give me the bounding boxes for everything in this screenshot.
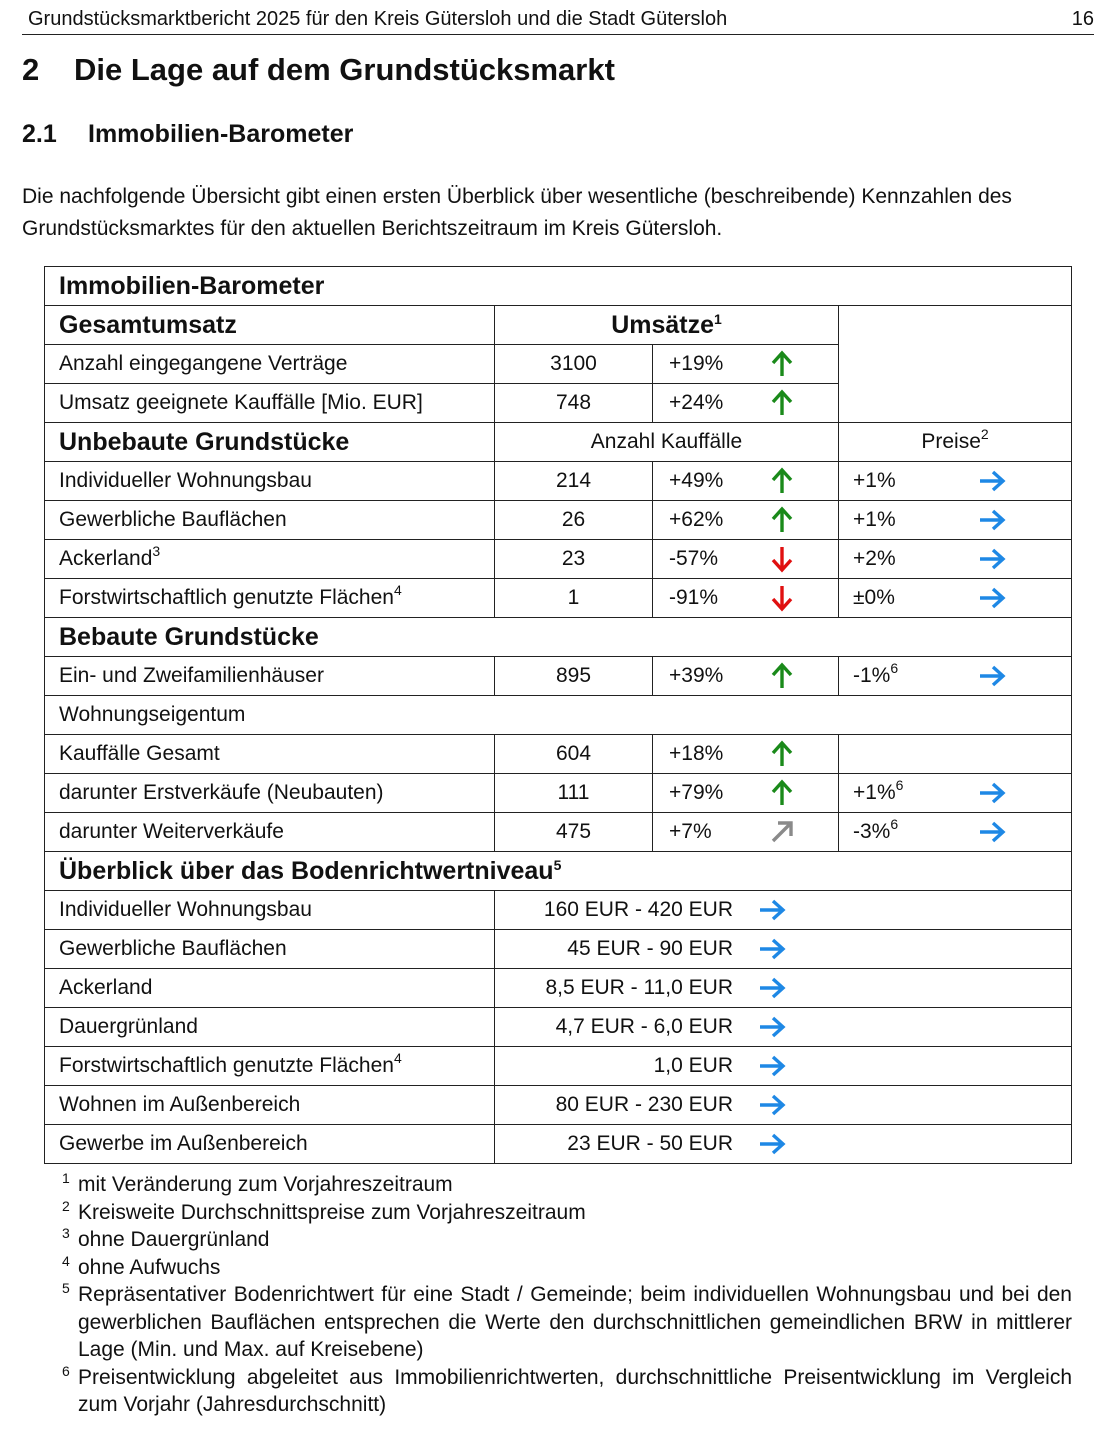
section-title: Gesamtumsatz xyxy=(45,306,495,345)
label-text: darunter Erstverkäufe (Neubauten) xyxy=(59,781,384,804)
footnote-ref: 4 xyxy=(393,582,402,598)
intro-paragraph: Die nachfolgende Übersicht gibt einen ersten Überblick über wesentliche (beschreibende) Kennzahlen des Grundstücksmarktes für den aktuellen Berichtszeitraum im Kreis Gütersloh. xyxy=(22,185,1012,240)
section-heading xyxy=(22,120,353,149)
table-row xyxy=(45,501,1072,540)
label-text: Ackerland xyxy=(59,547,153,570)
subsection-title: Wohnungseigentum xyxy=(45,696,1072,735)
label-text: Forstwirtschaftlich genutzte Flächen xyxy=(59,1054,394,1077)
footnote xyxy=(62,1226,1072,1254)
barometer-table xyxy=(44,266,1072,1164)
price-value: -3% xyxy=(853,820,891,843)
row-label xyxy=(45,735,495,774)
count-cell: 111 xyxy=(495,774,653,813)
right-arrow-icon xyxy=(757,1129,787,1159)
table-row xyxy=(45,579,1072,618)
right-arrow-icon xyxy=(977,544,1007,574)
row-label xyxy=(45,891,495,930)
column-header-preise xyxy=(839,423,1072,462)
table-row xyxy=(45,930,1072,969)
label-text: Ackerland xyxy=(59,976,153,999)
change-cell xyxy=(653,384,839,423)
row-label xyxy=(45,657,495,696)
table-row xyxy=(45,1125,1072,1164)
change-cell xyxy=(653,501,839,540)
label-text: Dauergrünland xyxy=(59,1015,198,1038)
section-title: Immobilien-Barometer xyxy=(88,120,354,148)
section-title-text: Überblick über das Bodenrichtwertniveau xyxy=(59,856,554,885)
footnote xyxy=(62,1281,1072,1364)
count-cell: 1 xyxy=(495,579,653,618)
label-text: Gewerbliche Bauflächen xyxy=(59,508,287,531)
change-value: +62% xyxy=(669,508,724,531)
row-label xyxy=(45,384,495,423)
table-row xyxy=(45,1008,1072,1047)
table-row xyxy=(45,969,1072,1008)
right-arrow-icon xyxy=(757,973,787,1003)
up-arrow-icon xyxy=(767,778,797,808)
price-cell xyxy=(839,579,1072,618)
price-value: +2% xyxy=(853,547,896,570)
table-title: Immobilien-Barometer xyxy=(45,267,1072,306)
label-text: Gewerbliche Bauflächen xyxy=(59,937,287,960)
change-cell xyxy=(653,540,839,579)
count-cell: 748 xyxy=(495,384,653,423)
chapter-title: Die Lage auf dem Grundstücksmarkt xyxy=(74,52,615,87)
footnote-ref: 1 xyxy=(714,310,722,327)
price-value: +1% xyxy=(853,508,896,531)
label-text: Wohnen im Außenbereich xyxy=(59,1093,301,1116)
footnote-text: ohne Dauergrünland xyxy=(78,1228,270,1251)
diagonal-up-arrow-icon xyxy=(767,817,797,847)
label-text: Ein- und Zweifamilienhäuser xyxy=(59,664,324,687)
change-cell xyxy=(653,579,839,618)
price-value: -1% xyxy=(853,664,891,687)
right-arrow-icon xyxy=(977,505,1007,535)
footnote-ref: 3 xyxy=(152,543,161,559)
change-cell xyxy=(653,462,839,501)
right-arrow-icon xyxy=(977,466,1007,496)
footnote-ref: 6 xyxy=(895,777,904,793)
row-label xyxy=(45,462,495,501)
page-number: 16 xyxy=(1071,8,1094,30)
chapter-number: 2 xyxy=(22,52,40,87)
section-number: 2.1 xyxy=(22,120,57,148)
row-label xyxy=(45,1047,495,1086)
footnote-ref: 6 xyxy=(890,816,899,832)
footnote-mark: 2 xyxy=(62,1197,70,1214)
range-cell xyxy=(495,891,1072,930)
right-arrow-icon xyxy=(757,1051,787,1081)
table-row xyxy=(45,813,1072,852)
footnote-mark: 1 xyxy=(62,1170,70,1186)
footnote-mark: 3 xyxy=(62,1225,70,1241)
range-value: 45 EUR - 90 EUR xyxy=(567,937,733,960)
price-cell xyxy=(839,735,1072,774)
change-cell xyxy=(653,657,839,696)
footnote xyxy=(62,1364,1072,1419)
change-value: -91% xyxy=(669,586,719,609)
change-value: +49% xyxy=(669,469,724,492)
change-cell xyxy=(653,735,839,774)
column-header-text: Umsätze xyxy=(611,310,715,339)
range-cell xyxy=(495,1008,1072,1047)
table-row xyxy=(45,462,1072,501)
label-text: Forstwirtschaftlich genutzte Flächen xyxy=(59,586,394,609)
range-value: 8,5 EUR - 11,0 EUR xyxy=(545,976,733,999)
up-arrow-icon xyxy=(767,661,797,691)
footnote-text: Kreisweite Durchschnittspreise zum Vorjahreszeitraum xyxy=(78,1200,586,1224)
header-title: Grundstücksmarktbericht 2025 für den Kreis Gütersloh und die Stadt Gütersloh xyxy=(28,8,728,30)
footnote-ref: 6 xyxy=(890,660,899,676)
footnote-ref: 2 xyxy=(980,426,989,442)
up-arrow-icon xyxy=(767,349,797,379)
down-arrow-icon xyxy=(767,544,797,574)
right-arrow-icon xyxy=(757,934,787,964)
label-text: Kauffälle Gesamt xyxy=(59,742,220,765)
footnote xyxy=(62,1171,1072,1199)
chapter-heading xyxy=(22,52,615,88)
footnote-ref: 4 xyxy=(393,1050,402,1066)
up-arrow-icon xyxy=(767,388,797,418)
range-value: 1,0 EUR xyxy=(653,1054,733,1077)
count-cell: 214 xyxy=(495,462,653,501)
range-value: 23 EUR - 50 EUR xyxy=(567,1132,733,1155)
price-value: +1% xyxy=(853,469,896,492)
up-arrow-icon xyxy=(767,466,797,496)
change-value: +18% xyxy=(669,742,724,765)
column-header-umsaetze xyxy=(495,306,839,345)
column-header-text: Preise xyxy=(921,430,981,453)
range-value: 4,7 EUR - 6,0 EUR xyxy=(555,1015,733,1038)
footnote-text: Repräsentativer Bodenrichtwert für eine Stadt / Gemeinde; beim individuellen Wohnungsbau und bei den gewerblichen Bauflächen entsprechen die Werte den durchschnittlichen gemeindlichen BRW in mittlerer Lage (Min. und Max. auf Kreisebene) xyxy=(78,1283,1072,1361)
section-title xyxy=(45,852,1072,891)
column-header-anzahl: Anzahl Kauffälle xyxy=(495,423,839,462)
up-arrow-icon xyxy=(767,505,797,535)
footnote-text: Preisentwicklung abgeleitet aus Immobilienrichtwerten, durchschnittliche Preisentwicklung im Vergleich zum Vorjahr (Jahresdurchschnitt) xyxy=(78,1365,1072,1416)
count-cell: 3100 xyxy=(495,345,653,384)
table-row xyxy=(45,540,1072,579)
table-row xyxy=(45,774,1072,813)
right-arrow-icon xyxy=(977,778,1007,808)
footnotes xyxy=(62,1171,1072,1419)
footnote-text: ohne Aufwuchs xyxy=(78,1255,221,1279)
right-arrow-icon xyxy=(977,817,1007,847)
page-header xyxy=(22,4,1094,35)
row-label xyxy=(45,540,495,579)
label-text: Anzahl eingegangene Verträge xyxy=(59,352,348,375)
label-text: Umsatz geeignete Kauffälle [Mio. EUR] xyxy=(59,391,423,414)
section-row-brw xyxy=(45,852,1072,891)
row-label xyxy=(45,1008,495,1047)
subsection-row-wohnungseigentum xyxy=(45,696,1072,735)
footnote-mark: 6 xyxy=(62,1362,70,1379)
row-label xyxy=(45,774,495,813)
footnote-text: mit Veränderung zum Vorjahreszeitraum xyxy=(78,1173,453,1196)
right-arrow-icon xyxy=(977,583,1007,613)
change-value: +7% xyxy=(669,820,712,843)
row-label xyxy=(45,930,495,969)
section-title: Bebaute Grundstücke xyxy=(45,618,1072,657)
section-title: Unbebaute Grundstücke xyxy=(45,423,495,462)
label-text: darunter Weiterverkäufe xyxy=(59,820,284,843)
change-value: +79% xyxy=(669,781,724,804)
change-cell xyxy=(653,345,839,384)
price-cell xyxy=(839,501,1072,540)
row-label xyxy=(45,1125,495,1164)
count-cell: 475 xyxy=(495,813,653,852)
table-title-row xyxy=(45,267,1072,306)
row-label xyxy=(45,969,495,1008)
right-arrow-icon xyxy=(977,661,1007,691)
price-cell xyxy=(839,462,1072,501)
count-cell: 604 xyxy=(495,735,653,774)
table-row xyxy=(45,735,1072,774)
row-label xyxy=(45,813,495,852)
row-label xyxy=(45,1086,495,1125)
row-label xyxy=(45,579,495,618)
footnote-ref: 5 xyxy=(553,856,562,873)
row-label xyxy=(45,345,495,384)
footnote xyxy=(62,1199,1072,1227)
section-row-gesamtumsatz xyxy=(45,306,1072,345)
right-arrow-icon xyxy=(757,1090,787,1120)
price-value: ±0% xyxy=(853,586,895,609)
row-label xyxy=(45,501,495,540)
down-arrow-icon xyxy=(767,583,797,613)
change-value: +24% xyxy=(669,391,724,414)
price-cell xyxy=(839,540,1072,579)
count-cell: 26 xyxy=(495,501,653,540)
range-value: 160 EUR - 420 EUR xyxy=(543,898,733,921)
table-row xyxy=(45,1047,1072,1086)
right-arrow-icon xyxy=(757,1012,787,1042)
empty-cell xyxy=(839,306,1072,423)
up-arrow-icon xyxy=(767,739,797,769)
price-cell xyxy=(839,657,1072,696)
footnote-mark: 4 xyxy=(62,1252,70,1269)
change-cell xyxy=(653,813,839,852)
footnote xyxy=(62,1254,1072,1282)
count-cell: 895 xyxy=(495,657,653,696)
footnote-mark: 5 xyxy=(62,1280,70,1296)
right-arrow-icon xyxy=(757,895,787,925)
range-cell xyxy=(495,1086,1072,1125)
table-row xyxy=(45,657,1072,696)
change-value: -57% xyxy=(669,547,719,570)
change-value: +39% xyxy=(669,664,724,687)
price-value: +1% xyxy=(853,781,896,804)
label-text: Individueller Wohnungsbau xyxy=(59,469,312,492)
label-text: Individueller Wohnungsbau xyxy=(59,898,312,921)
section-row-bebaut xyxy=(45,618,1072,657)
range-cell xyxy=(495,969,1072,1008)
range-cell xyxy=(495,1125,1072,1164)
table-row xyxy=(45,891,1072,930)
range-cell xyxy=(495,930,1072,969)
count-cell: 23 xyxy=(495,540,653,579)
table-row xyxy=(45,1086,1072,1125)
range-cell xyxy=(495,1047,1072,1086)
price-cell xyxy=(839,813,1072,852)
label-text: Gewerbe im Außenbereich xyxy=(59,1132,308,1155)
change-cell xyxy=(653,774,839,813)
section-row-unbebaut xyxy=(45,423,1072,462)
price-cell xyxy=(839,774,1072,813)
range-value: 80 EUR - 230 EUR xyxy=(555,1093,733,1116)
change-value: +19% xyxy=(669,352,724,375)
